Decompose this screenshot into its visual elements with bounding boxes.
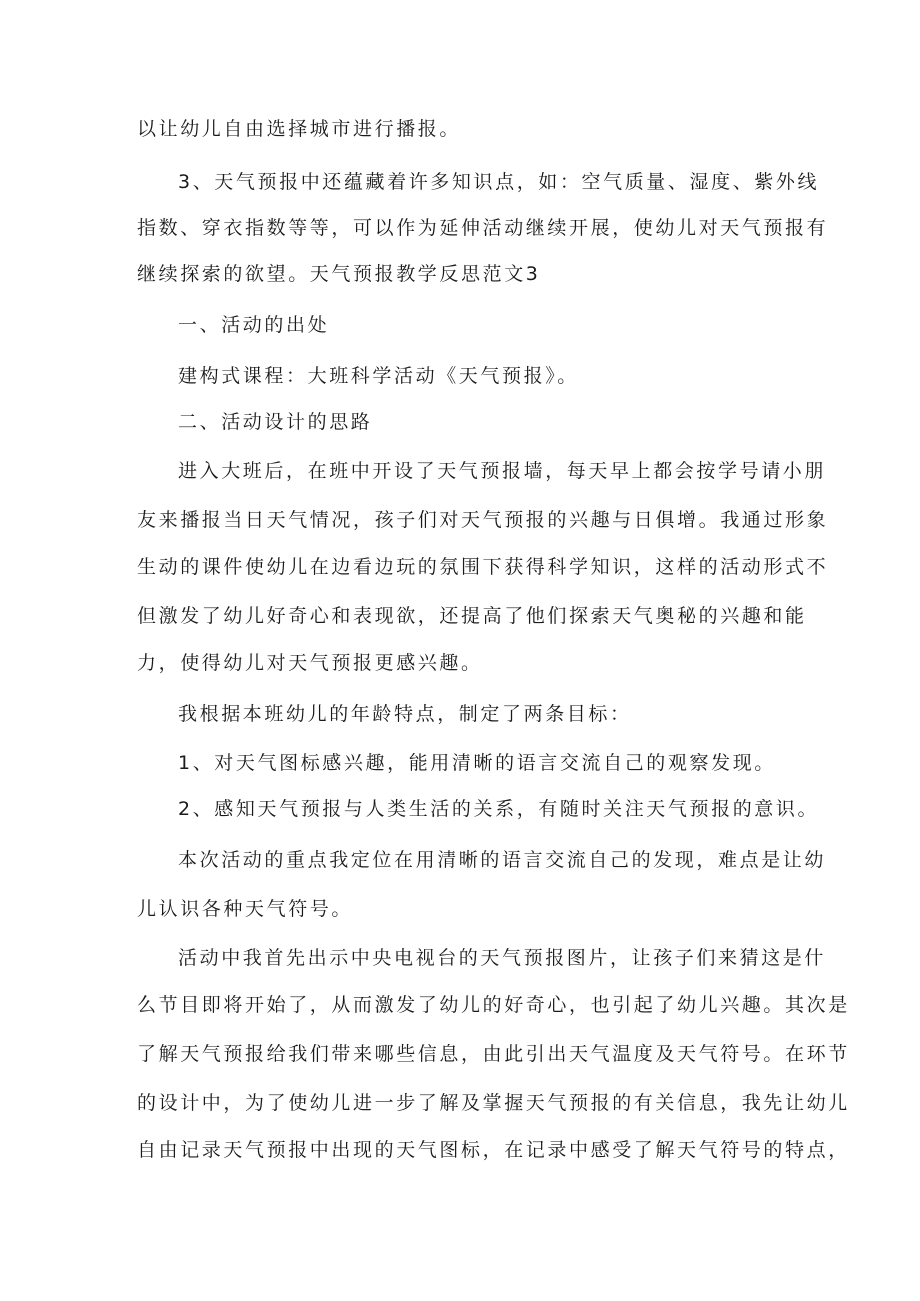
text-line: 友来播报当日天气情况，孩子们对天气预报的兴趣与日俱增。我通过形象 [137, 509, 829, 531]
goal-item-1: 1、对天气图标感兴趣，能用清晰的语言交流自己的观察发现。 [178, 752, 776, 774]
paragraph-start-line: 本次活动的重点我定位在用清晰的语言交流自己的发现，难点是让幼 [178, 849, 827, 871]
text-line: 的设计中，为了使幼儿进一步了解及掌握天气预报的有关信息，我先让幼儿 [137, 1092, 850, 1114]
paragraph-start-line: 建构式课程：大班科学活动《天气预报》。 [178, 365, 579, 387]
text-line: 自由记录天气预报中出现的天气图标，在记录中感受了解天气符号的特点， [137, 1139, 850, 1161]
text-line: 了解天气预报给我们带来哪些信息，由此引出天气温度及天气符号。在环节 [137, 1043, 850, 1065]
text-line: 继续探索的欲望。天气预报教学反思范文3 [137, 263, 541, 285]
goal-item-2: 2、感知天气预报与人类生活的关系，有随时关注天气预报的意识。 [178, 798, 820, 820]
text-line: 以让幼儿自由选择城市进行播报。 [137, 118, 462, 140]
paragraph-start-line: 我根据本班幼儿的年龄特点，制定了两条目标： [178, 703, 632, 725]
text-line: 儿认识各种天气符号。 [137, 898, 354, 920]
section-heading-1: 一、活动的出处 [178, 314, 330, 336]
paragraph-start-line: 3、天气预报中还蕴藏着许多知识点，如：空气质量、湿度、紫外线 [178, 171, 820, 193]
text-line: 力，使得幼儿对天气预报更感兴趣。 [137, 652, 483, 674]
text-line: 么节目即将开始了，从而激发了幼儿的好奇心，也引起了幼儿兴趣。其次是 [137, 994, 850, 1016]
text-line: 但激发了幼儿好奇心和表现欲，还提高了他们探索天气奥秘的兴趣和能 [137, 605, 807, 627]
section-heading-2: 二、活动设计的思路 [178, 411, 373, 433]
text-line: 指数、穿衣指数等等，可以作为延伸活动继续开展，使幼儿对天气预报有 [137, 217, 829, 239]
paragraph-start-line: 进入大班后，在班中开设了天气预报墙，每天早上都会按学号请小朋 [178, 460, 827, 482]
paragraph-start-line: 活动中我首先出示中央电视台的天气预报图片，让孩子们来猜这是什 [178, 947, 827, 969]
text-line: 生动的课件使幼儿在边看边玩的氛围下获得科学知识，这样的活动形式不 [137, 556, 829, 578]
